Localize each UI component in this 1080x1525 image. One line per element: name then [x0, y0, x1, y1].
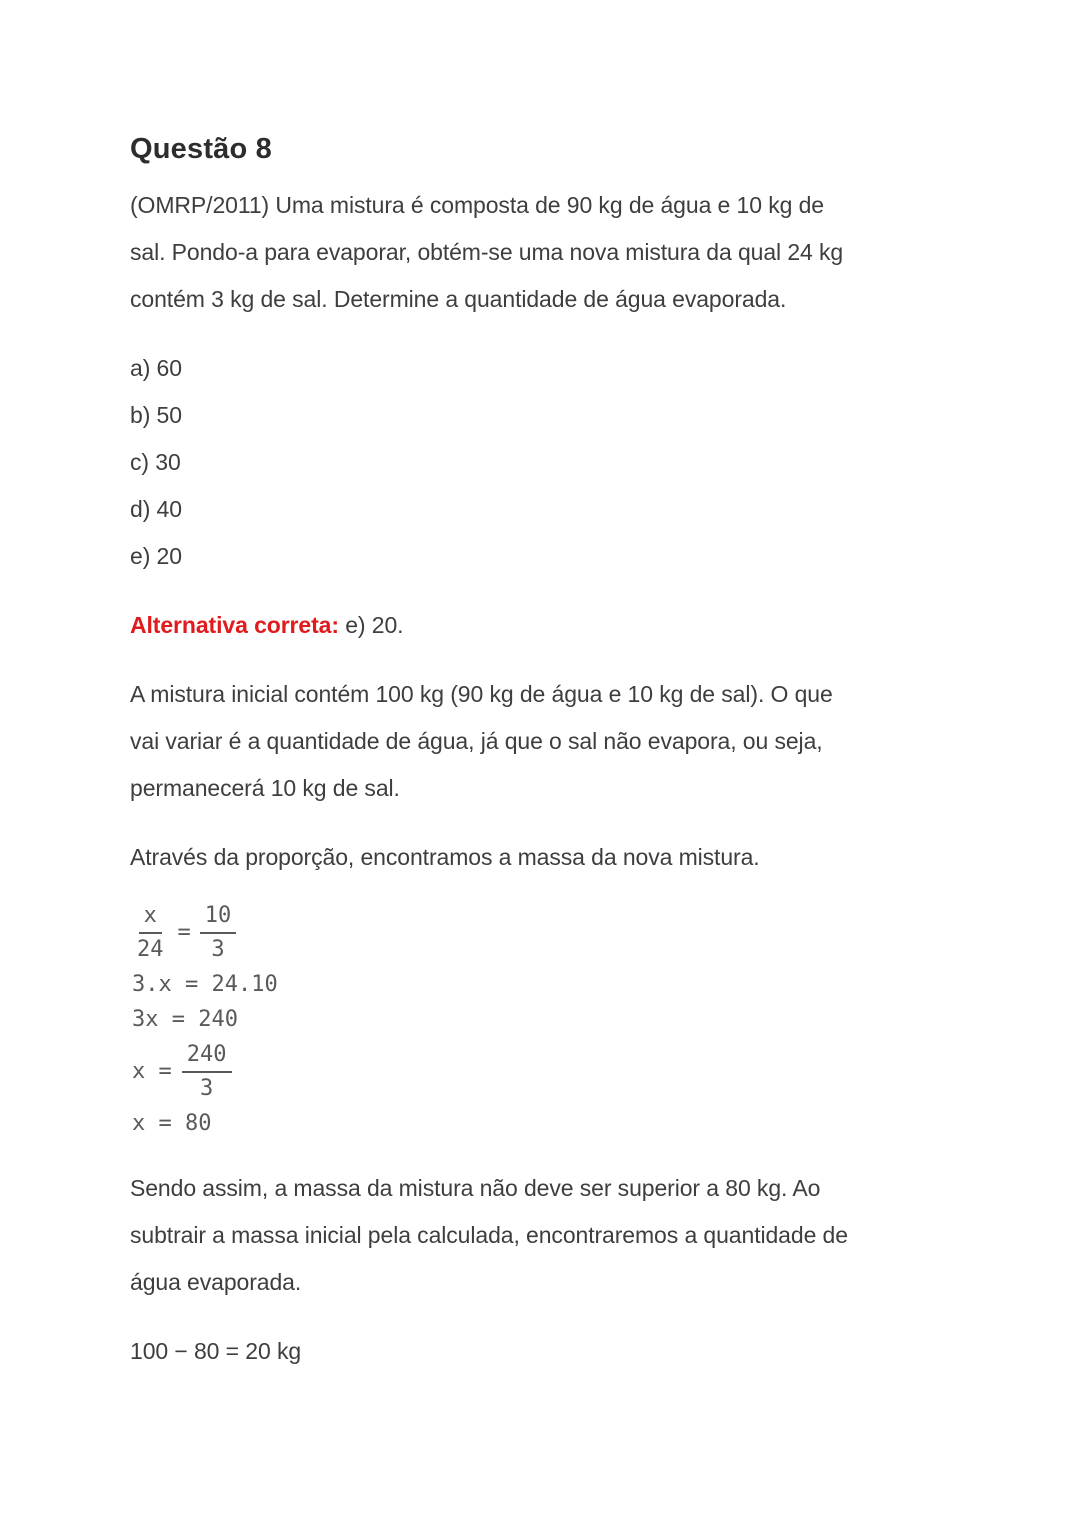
equation-step-2: 3x = 240 — [132, 1007, 238, 1032]
fraction-240-over-3 — [182, 1042, 232, 1102]
question-title: Questão 8 — [130, 133, 273, 165]
solution-paragraph-3: Sendo assim, a massa da mistura não deve ser superior a 80 kg. Ao subtrair a massa inicial pela calculada, encontraremos a quantidade de água evaporada. — [130, 1175, 848, 1295]
equation-step-4: x = 80 — [132, 1111, 212, 1136]
fraction-numerator: 10 — [200, 903, 237, 934]
equation-step-3 — [132, 1042, 850, 1102]
fraction-10-over-3 — [200, 903, 237, 963]
fraction-x-over-24 — [132, 903, 169, 963]
solution-paragraph-1: A mistura inicial contém 100 kg (90 kg de água e 10 kg de sal). O que vai variar é a quantidade de água, já que o sal não evapora, ou seja, permanecerá 10 kg de sal. — [130, 681, 833, 801]
solution-paragraph-2: Através da proporção, encontramos a massa da nova mistura. — [130, 844, 760, 870]
equals-sign: = — [177, 920, 191, 945]
fraction-numerator: x — [139, 903, 162, 934]
answer-value: e) 20. — [338, 612, 404, 638]
equation-prefix: x = — [132, 1059, 172, 1084]
option-e: e) 20 — [130, 543, 182, 569]
fraction-denominator: 3 — [211, 937, 225, 962]
equation-proportion — [132, 903, 850, 963]
answer-label: Alternativa correta: — [130, 612, 339, 638]
fraction-denominator: 24 — [137, 937, 164, 962]
fraction-denominator: 3 — [200, 1076, 214, 1101]
option-d: d) 40 — [130, 496, 182, 522]
option-c: c) 30 — [130, 449, 181, 475]
option-b: b) 50 — [130, 402, 182, 428]
fraction-numerator: 240 — [182, 1042, 232, 1073]
options-list — [130, 345, 850, 580]
equation-step-1: 3.x = 24.10 — [132, 972, 278, 997]
solution-result: 100 − 80 = 20 kg — [130, 1338, 302, 1364]
question-statement: (OMRP/2011) Uma mistura é composta de 90 kg de água e 10 kg de sal. Pondo-a para evaporar, obtém-se uma nova mistura da qual 24 kg contém 3 kg de sal. Determine a quantidade de água evaporada. — [130, 192, 844, 312]
option-a: a) 60 — [130, 355, 182, 381]
answer-line — [130, 602, 850, 649]
math-derivation — [132, 903, 850, 1137]
